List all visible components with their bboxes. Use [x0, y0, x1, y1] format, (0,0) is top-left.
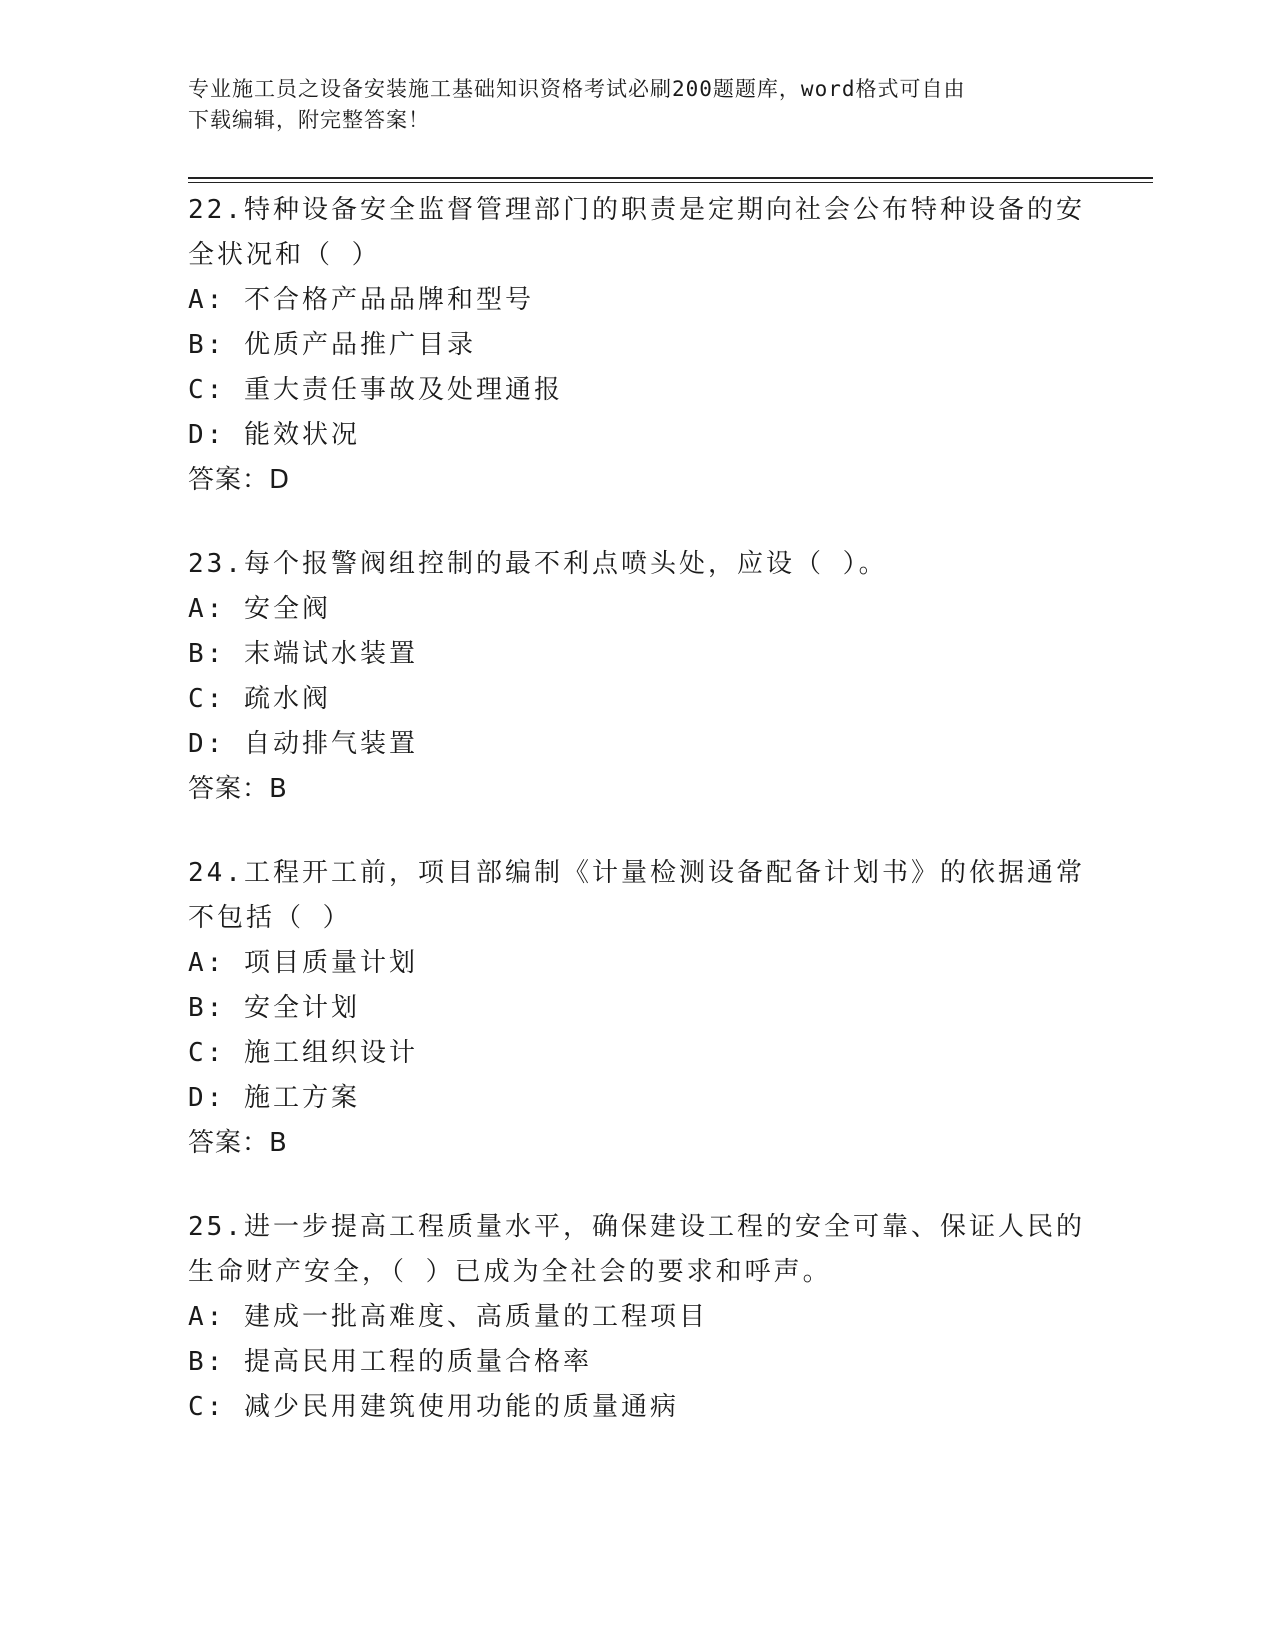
option-b: B: 优质产品推广目录: [188, 330, 476, 360]
question-list: [188, 188, 1088, 1469]
option-a: A: 不合格产品品牌和型号: [188, 285, 534, 315]
header-line-1: 专业施工员之设备安装施工基础知识资格考试必刷200题题库，word格式可自由: [188, 77, 966, 101]
option-b: B: 安全计划: [188, 993, 360, 1023]
option-c: C: 减少民用建筑使用功能的质量通病: [188, 1392, 679, 1422]
option-a: A: 建成一批高难度、高质量的工程项目: [188, 1302, 708, 1332]
document-header: [188, 74, 1088, 136]
option-d: D: 自动排气装置: [188, 729, 418, 759]
answer-line: 答案：B: [188, 774, 288, 804]
question-22: [188, 188, 1088, 503]
header-line-2: 下载编辑，附完整答案！: [188, 108, 430, 132]
option-c: C: 疏水阀: [188, 684, 331, 714]
answer-line: 答案：B: [188, 1128, 288, 1158]
header-rule-thick: [188, 177, 1153, 179]
header-rule-thin: [188, 182, 1153, 183]
question-25: [188, 1205, 1088, 1430]
option-c: C: 重大责任事故及处理通报: [188, 375, 563, 405]
question-23: [188, 542, 1088, 812]
question-text: 23.每个报警阀组控制的最不利点喷头处，应设（ ）。: [188, 549, 888, 579]
option-c: C: 施工组织设计: [188, 1038, 418, 1068]
option-a: A: 项目质量计划: [188, 948, 418, 978]
question-text: 22.特种设备安全监督管理部门的职责是定期向社会公布特种设备的安全状况和（ ）: [188, 195, 1085, 270]
question-text: 24.工程开工前，项目部编制《计量检测设备配备计划书》的依据通常不包括（ ）: [188, 858, 1085, 933]
option-b: B: 末端试水装置: [188, 639, 418, 669]
option-d: D: 能效状况: [188, 420, 360, 450]
answer-line: 答案：D: [188, 465, 291, 495]
question-24: [188, 851, 1088, 1166]
option-d: D: 施工方案: [188, 1083, 360, 1113]
option-a: A: 安全阀: [188, 594, 331, 624]
question-text: 25.进一步提高工程质量水平，确保建设工程的安全可靠、保证人民的生命财产安全，（ ）已成为全社会的要求和呼声。: [188, 1212, 1085, 1287]
option-b: B: 提高民用工程的质量合格率: [188, 1347, 592, 1377]
